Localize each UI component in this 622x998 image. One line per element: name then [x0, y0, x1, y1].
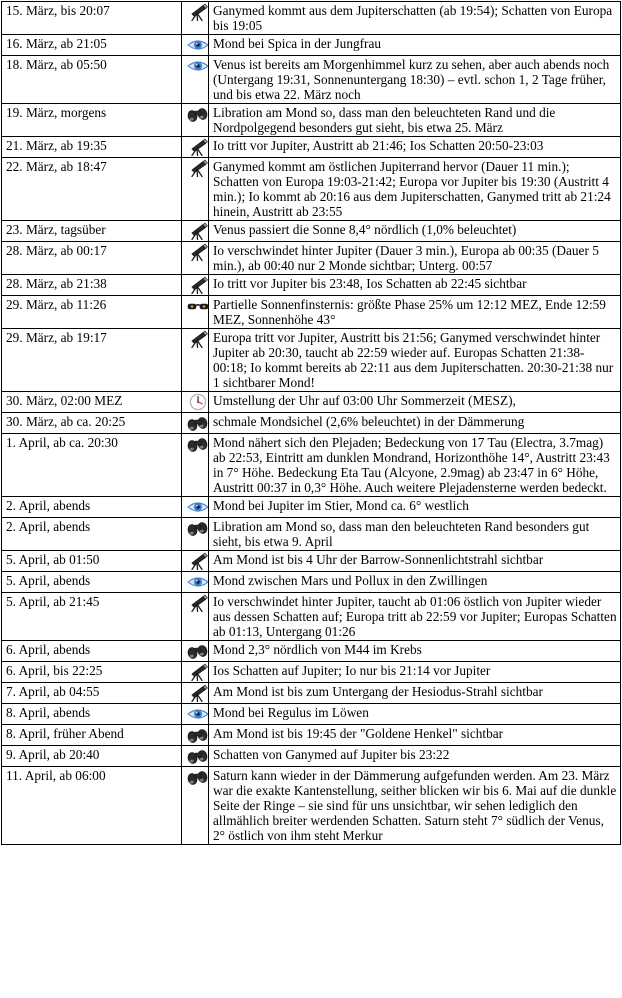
event-date: 1. April, ab ca. 20:30	[2, 434, 182, 497]
event-description: Ios Schatten auf Jupiter; Io nur bis 21:14 vor Jupiter	[209, 662, 621, 683]
event-description: Io tritt vor Jupiter, Austritt ab 21:46; Ios Schatten 20:50-23:03	[209, 137, 621, 158]
event-instrument	[182, 725, 209, 746]
event-description: schmale Mondsichel (2,6% beleuchtet) in der Dämmerung	[209, 413, 621, 434]
event-instrument	[182, 434, 209, 497]
telescope-icon	[186, 663, 205, 681]
table-row	[2, 104, 621, 137]
telescope-icon	[186, 138, 205, 156]
event-instrument	[182, 392, 209, 413]
event-instrument	[182, 641, 209, 662]
table-row	[2, 413, 621, 434]
eye-icon	[186, 57, 205, 75]
event-date: 29. März, ab 19:17	[2, 329, 182, 392]
telescope-icon	[186, 684, 205, 702]
binoculars-icon	[186, 768, 205, 786]
event-description: Mond nähert sich den Plejaden; Bedeckung von 17 Tau (Electra, 3.7mag) ab 22:53, Eintritt am dunklen Mondrand, Horizonthöhe 14°, Austritt 23:43 in 7° Höhe. Bedeckung Eta Tau (Alcyone, 2.9mag) ab 23:47 in 6° Höhe, Austritt 00:37 in 0,3° Höhe. Auch weitere Plejadensterne werden bedeckt.	[209, 434, 621, 497]
event-date: 15. März, bis 20:07	[2, 2, 182, 35]
event-date: 5. April, abends	[2, 572, 182, 593]
clock-icon	[186, 393, 205, 411]
event-instrument	[182, 221, 209, 242]
table-row	[2, 137, 621, 158]
event-instrument	[182, 704, 209, 725]
event-instrument	[182, 518, 209, 551]
event-instrument	[182, 56, 209, 104]
event-instrument	[182, 413, 209, 434]
table-row	[2, 572, 621, 593]
event-description: Venus ist bereits am Morgenhimmel kurz zu sehen, aber auch abends noch (Untergang 19:31, Sonnenuntergang 18:30) – evtl. schon 1, 2 Tage früher, und bis etwa 22. März noch	[209, 56, 621, 104]
event-instrument	[182, 2, 209, 35]
event-instrument	[182, 104, 209, 137]
event-description: Mond bei Regulus im Löwen	[209, 704, 621, 725]
event-description: Saturn kann wieder in der Dämmerung aufgefunden werden. Am 23. März war die exakte Kantenstellung, seither blicken wir bis 6. Mai auf die dunkle Seite der Ringe – sie sind für uns unsichtbar, wir sehen lediglich den allmählich breiter werdenden Schatten. Saturn steht 7° südlich der Venus, 2° östlich von ihm steht Merkur	[209, 767, 621, 845]
event-instrument	[182, 551, 209, 572]
event-instrument	[182, 137, 209, 158]
event-date: 22. März, ab 18:47	[2, 158, 182, 221]
event-date: 2. April, abends	[2, 518, 182, 551]
event-description: Mond bei Jupiter im Stier, Mond ca. 6° westlich	[209, 497, 621, 518]
table-row	[2, 683, 621, 704]
table-row	[2, 275, 621, 296]
event-instrument	[182, 35, 209, 56]
table-row	[2, 641, 621, 662]
event-description: Am Mond ist bis 19:45 der "Goldene Henkel" sichtbar	[209, 725, 621, 746]
event-date: 8. April, abends	[2, 704, 182, 725]
table-row	[2, 767, 621, 845]
event-description: Partielle Sonnenfinsternis: größte Phase 25% um 12:12 MEZ, Ende 12:59 MEZ, Sonnenhöhe 43°	[209, 296, 621, 329]
event-description: Am Mond ist bis zum Untergang der Hesiodus-Strahl sichtbar	[209, 683, 621, 704]
event-description: Mond bei Spica in der Jungfrau	[209, 35, 621, 56]
telescope-icon	[186, 330, 205, 348]
event-instrument	[182, 572, 209, 593]
table-row	[2, 434, 621, 497]
event-date: 28. März, ab 21:38	[2, 275, 182, 296]
event-description: Libration am Mond so, dass man den beleuchteten Rand besonders gut sieht, bis etwa 9. April	[209, 518, 621, 551]
binoculars-icon	[186, 747, 205, 765]
event-description: Mond zwischen Mars und Pollux in den Zwillingen	[209, 572, 621, 593]
event-instrument	[182, 329, 209, 392]
event-date: 5. April, ab 21:45	[2, 593, 182, 641]
table-row	[2, 725, 621, 746]
table-row	[2, 329, 621, 392]
eclipse-glasses-icon	[186, 297, 205, 315]
event-date: 7. April, ab 04:55	[2, 683, 182, 704]
event-description: Ganymed kommt am östlichen Jupiterrand hervor (Dauer 11 min.); Schatten von Europa 19:03-21:42; Europa vor Jupiter bis 19:30 (Austritt 4 min.); Io kommt ab 20:16 aus dem Jupiterschatten, Ganymed tritt ab 21:24 hinein, Austritt ab 23:55	[209, 158, 621, 221]
event-date: 30. März, ab ca. 20:25	[2, 413, 182, 434]
event-date: 28. März, ab 00:17	[2, 242, 182, 275]
eye-icon	[186, 705, 205, 723]
event-date: 11. April, ab 06:00	[2, 767, 182, 845]
events-table-body	[2, 2, 621, 845]
event-instrument	[182, 275, 209, 296]
eye-icon	[186, 498, 205, 516]
binoculars-icon	[186, 414, 205, 432]
event-instrument	[182, 662, 209, 683]
event-date: 9. April, ab 20:40	[2, 746, 182, 767]
event-date: 23. März, tagsüber	[2, 221, 182, 242]
table-row	[2, 242, 621, 275]
event-description: Libration am Mond so, dass man den beleuchteten Rand und die Nordpolgegend besonders gut sieht, bis etwa 25. März	[209, 104, 621, 137]
event-description: Io verschwindet hinter Jupiter (Dauer 3 min.), Europa ab 00:35 (Dauer 5 min.), ab 00:40 nur 2 Monde sichtbar; Unterg. 00:57	[209, 242, 621, 275]
event-description: Ganymed kommt aus dem Jupiterschatten (ab 19:54); Schatten von Europa bis 19:05	[209, 2, 621, 35]
event-date: 18. März, ab 05:50	[2, 56, 182, 104]
binoculars-icon	[186, 105, 205, 123]
event-description: Io tritt vor Jupiter bis 23:48, Ios Schatten ab 22:45 sichtbar	[209, 275, 621, 296]
event-date: 6. April, bis 22:25	[2, 662, 182, 683]
table-row	[2, 497, 621, 518]
event-instrument	[182, 296, 209, 329]
telescope-icon	[186, 243, 205, 261]
table-row	[2, 35, 621, 56]
event-date: 29. März, ab 11:26	[2, 296, 182, 329]
event-description: Io verschwindet hinter Jupiter, taucht ab 01:06 östlich von Jupiter wieder aus dessen Schatten auf; Europa tritt ab 22:59 vor Jupiter; Europas Schatten ab 01:13, Untergang 01:26	[209, 593, 621, 641]
events-table	[1, 1, 621, 845]
event-instrument	[182, 497, 209, 518]
event-description: Umstellung der Uhr auf 03:00 Uhr Sommerzeit (MESZ),	[209, 392, 621, 413]
event-date: 30. März, 02:00 MEZ	[2, 392, 182, 413]
telescope-icon	[186, 552, 205, 570]
eye-icon	[186, 573, 205, 591]
table-row	[2, 392, 621, 413]
event-description: Venus passiert die Sonne 8,4° nördlich (1,0% beleuchtet)	[209, 221, 621, 242]
table-row	[2, 662, 621, 683]
table-row	[2, 2, 621, 35]
binoculars-icon	[186, 726, 205, 744]
event-date: 8. April, früher Abend	[2, 725, 182, 746]
telescope-icon	[186, 222, 205, 240]
event-description: Am Mond ist bis 4 Uhr der Barrow-Sonnenlichtstrahl sichtbar	[209, 551, 621, 572]
telescope-icon	[186, 594, 205, 612]
event-instrument	[182, 767, 209, 845]
binoculars-icon	[186, 642, 205, 660]
binoculars-icon	[186, 435, 205, 453]
event-date: 2. April, abends	[2, 497, 182, 518]
event-date: 21. März, ab 19:35	[2, 137, 182, 158]
eye-icon	[186, 36, 205, 54]
table-row	[2, 746, 621, 767]
event-date: 5. April, ab 01:50	[2, 551, 182, 572]
telescope-icon	[186, 3, 205, 21]
event-instrument	[182, 242, 209, 275]
event-description: Europa tritt vor Jupiter, Austritt bis 21:56; Ganymed verschwindet hinter Jupiter ab 20:30, taucht ab 22:59 wieder auf. Europas Schatten 21:38-00:18; Io kommt bereits ab 22:11 aus dem Jupiterschatten. 20:30-21:38 nur 1 sichtbarer Mond!	[209, 329, 621, 392]
table-row	[2, 593, 621, 641]
table-row	[2, 296, 621, 329]
event-instrument	[182, 158, 209, 221]
table-row	[2, 518, 621, 551]
table-row	[2, 56, 621, 104]
binoculars-icon	[186, 519, 205, 537]
event-instrument	[182, 683, 209, 704]
event-date: 16. März, ab 21:05	[2, 35, 182, 56]
event-date: 19. März, morgens	[2, 104, 182, 137]
event-date: 6. April, abends	[2, 641, 182, 662]
table-row	[2, 221, 621, 242]
event-instrument	[182, 593, 209, 641]
table-row	[2, 704, 621, 725]
table-row	[2, 158, 621, 221]
telescope-icon	[186, 159, 205, 177]
event-instrument	[182, 746, 209, 767]
table-row	[2, 551, 621, 572]
event-description: Schatten von Ganymed auf Jupiter bis 23:22	[209, 746, 621, 767]
event-description: Mond 2,3° nördlich von M44 im Krebs	[209, 641, 621, 662]
telescope-icon	[186, 276, 205, 294]
